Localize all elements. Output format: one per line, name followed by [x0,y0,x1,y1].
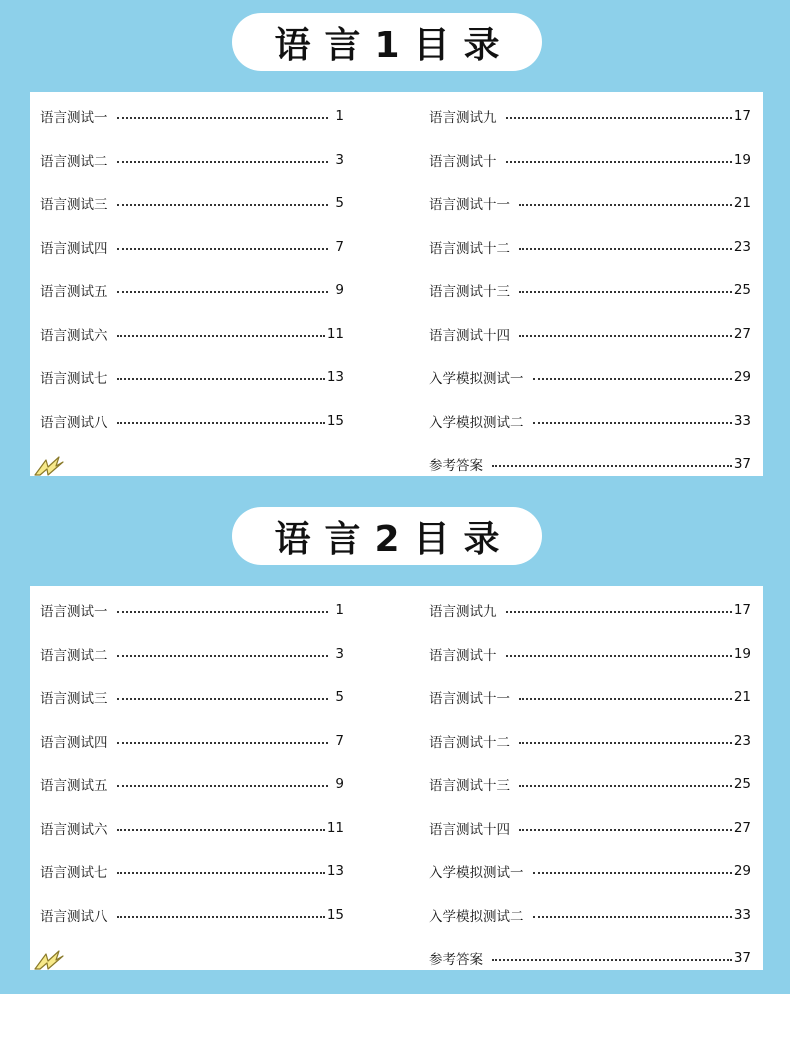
toc-page-number: 1 [335,108,344,124]
toc-label: 语言测试二 [40,648,108,664]
toc-page-number: 21 [733,195,751,211]
toc-row[interactable] [40,366,344,388]
dot-leader [117,742,329,744]
dot-leader [519,785,732,787]
toc-row[interactable] [40,105,344,127]
toc-row[interactable] [429,947,751,969]
toc-page-number: 29 [733,863,751,879]
toc-row[interactable] [40,149,344,171]
toc-page-number: 11 [326,326,344,342]
toc-row[interactable] [40,904,344,926]
dot-leader [117,117,329,119]
toc-label: 参考答案 [429,952,483,968]
toc-page-number: 21 [733,689,751,705]
dot-leader [117,161,329,163]
toc-page-number: 33 [733,907,751,923]
toc-label: 语言测试五 [40,778,108,794]
toc-page-number: 27 [733,326,751,342]
toc-label: 语言测试十四 [429,822,510,838]
dot-leader [117,916,325,918]
toc-label: 语言测试九 [429,604,497,620]
lightning-bolt-icon [32,454,66,478]
toc-row[interactable] [429,773,751,795]
toc-label: 语言测试三 [40,197,108,213]
toc-page-number: 3 [335,646,344,662]
toc-row[interactable] [429,366,751,388]
dot-leader [117,655,329,657]
dot-leader [506,161,732,163]
dot-leader [492,959,732,961]
toc-label: 语言测试五 [40,284,108,300]
toc-label: 语言测试十二 [429,735,510,751]
toc-row[interactable] [429,279,751,301]
toc-page-number: 33 [733,413,751,429]
toc-label: 语言测试四 [40,735,108,751]
toc-page-number: 13 [326,863,344,879]
toc-page-number: 13 [326,369,344,385]
toc-label: 语言测试十一 [429,691,510,707]
toc-row[interactable] [40,279,344,301]
section-title: 语言1目录 [274,24,514,66]
toc-page-number: 17 [733,602,751,618]
toc-label: 语言测试一 [40,110,108,126]
dot-leader [533,378,732,380]
toc-label: 语言测试十 [429,154,497,170]
toc-row[interactable] [429,860,751,882]
toc-page-number: 9 [335,776,344,792]
dot-leader [519,742,732,744]
toc-row[interactable] [40,236,344,258]
toc-row[interactable] [429,686,751,708]
dot-leader [519,698,732,700]
toc-page-number: 5 [335,689,344,705]
toc-page-number: 3 [335,152,344,168]
toc-page-number: 23 [733,733,751,749]
toc-row[interactable] [429,599,751,621]
toc-page-number: 27 [733,820,751,836]
toc-row[interactable] [40,686,344,708]
toc-row[interactable] [40,860,344,882]
dot-leader [519,204,732,206]
dot-leader [117,785,329,787]
toc-label: 语言测试六 [40,822,108,838]
toc-page-number: 15 [326,413,344,429]
dot-leader [506,117,732,119]
toc-row[interactable] [429,453,751,475]
toc-page-number: 1 [335,602,344,618]
toc-row[interactable] [429,410,751,432]
dot-leader [519,248,732,250]
lightning-bolt-icon [32,948,66,972]
toc-label: 语言测试十 [429,648,497,664]
dot-leader [506,611,732,613]
dot-leader [533,422,732,424]
toc-page-number: 7 [335,239,344,255]
section-title-pill [232,507,542,565]
toc-row[interactable] [429,730,751,752]
toc-page-number: 19 [733,152,751,168]
dot-leader [519,291,732,293]
toc-row[interactable] [429,149,751,171]
toc-label: 语言测试十四 [429,328,510,344]
toc-card [30,92,763,476]
dot-leader [492,465,732,467]
dot-leader [519,335,732,337]
toc-label: 语言测试二 [40,154,108,170]
toc-label: 语言测试七 [40,371,108,387]
toc-page-number: 37 [733,456,751,472]
dot-leader [117,422,325,424]
toc-label: 语言测试七 [40,865,108,881]
toc-row[interactable] [40,410,344,432]
dot-leader [117,335,325,337]
toc-row[interactable] [429,192,751,214]
toc-page-number: 11 [326,820,344,836]
toc-row[interactable] [40,773,344,795]
toc-row[interactable] [40,730,344,752]
toc-row[interactable] [40,643,344,665]
dot-leader [117,872,325,874]
toc-row[interactable] [40,599,344,621]
dot-leader [506,655,732,657]
dot-leader [117,829,325,831]
toc-page-number: 15 [326,907,344,923]
toc-label: 语言测试六 [40,328,108,344]
toc-label: 参考答案 [429,458,483,474]
toc-row[interactable] [429,817,751,839]
section-title-pill [232,13,542,71]
toc-row[interactable] [429,105,751,127]
dot-leader [533,872,732,874]
toc-page-number: 5 [335,195,344,211]
toc-row[interactable] [40,192,344,214]
dot-leader [117,611,329,613]
toc-row[interactable] [429,236,751,258]
toc-label: 语言测试十一 [429,197,510,213]
toc-label: 语言测试八 [40,415,108,431]
toc-row[interactable] [429,323,751,345]
toc-page-number: 37 [733,950,751,966]
toc-page-number: 7 [335,733,344,749]
toc-label: 语言测试十二 [429,241,510,257]
toc-row[interactable] [40,817,344,839]
toc-label: 语言测试九 [429,110,497,126]
toc-row[interactable] [429,643,751,665]
toc-page-number: 19 [733,646,751,662]
dot-leader [533,916,732,918]
section-title: 语言2目录 [274,518,514,560]
dot-leader [117,698,329,700]
toc-label: 入学模拟测试二 [429,909,524,925]
toc-label: 入学模拟测试二 [429,415,524,431]
toc-page-number: 17 [733,108,751,124]
toc-label: 语言测试八 [40,909,108,925]
toc-card [30,586,763,970]
toc-label: 语言测试四 [40,241,108,257]
toc-label: 语言测试十三 [429,778,510,794]
toc-page-number: 29 [733,369,751,385]
toc-row[interactable] [429,904,751,926]
dot-leader [519,829,732,831]
toc-page-number: 25 [733,776,751,792]
toc-label: 入学模拟测试一 [429,865,524,881]
toc-page-number: 25 [733,282,751,298]
toc-page-number: 23 [733,239,751,255]
toc-label: 入学模拟测试一 [429,371,524,387]
toc-label: 语言测试三 [40,691,108,707]
dot-leader [117,378,325,380]
toc-label: 语言测试一 [40,604,108,620]
dot-leader [117,248,329,250]
toc-row[interactable] [40,323,344,345]
toc-page-number: 9 [335,282,344,298]
dot-leader [117,291,329,293]
toc-label: 语言测试十三 [429,284,510,300]
dot-leader [117,204,329,206]
